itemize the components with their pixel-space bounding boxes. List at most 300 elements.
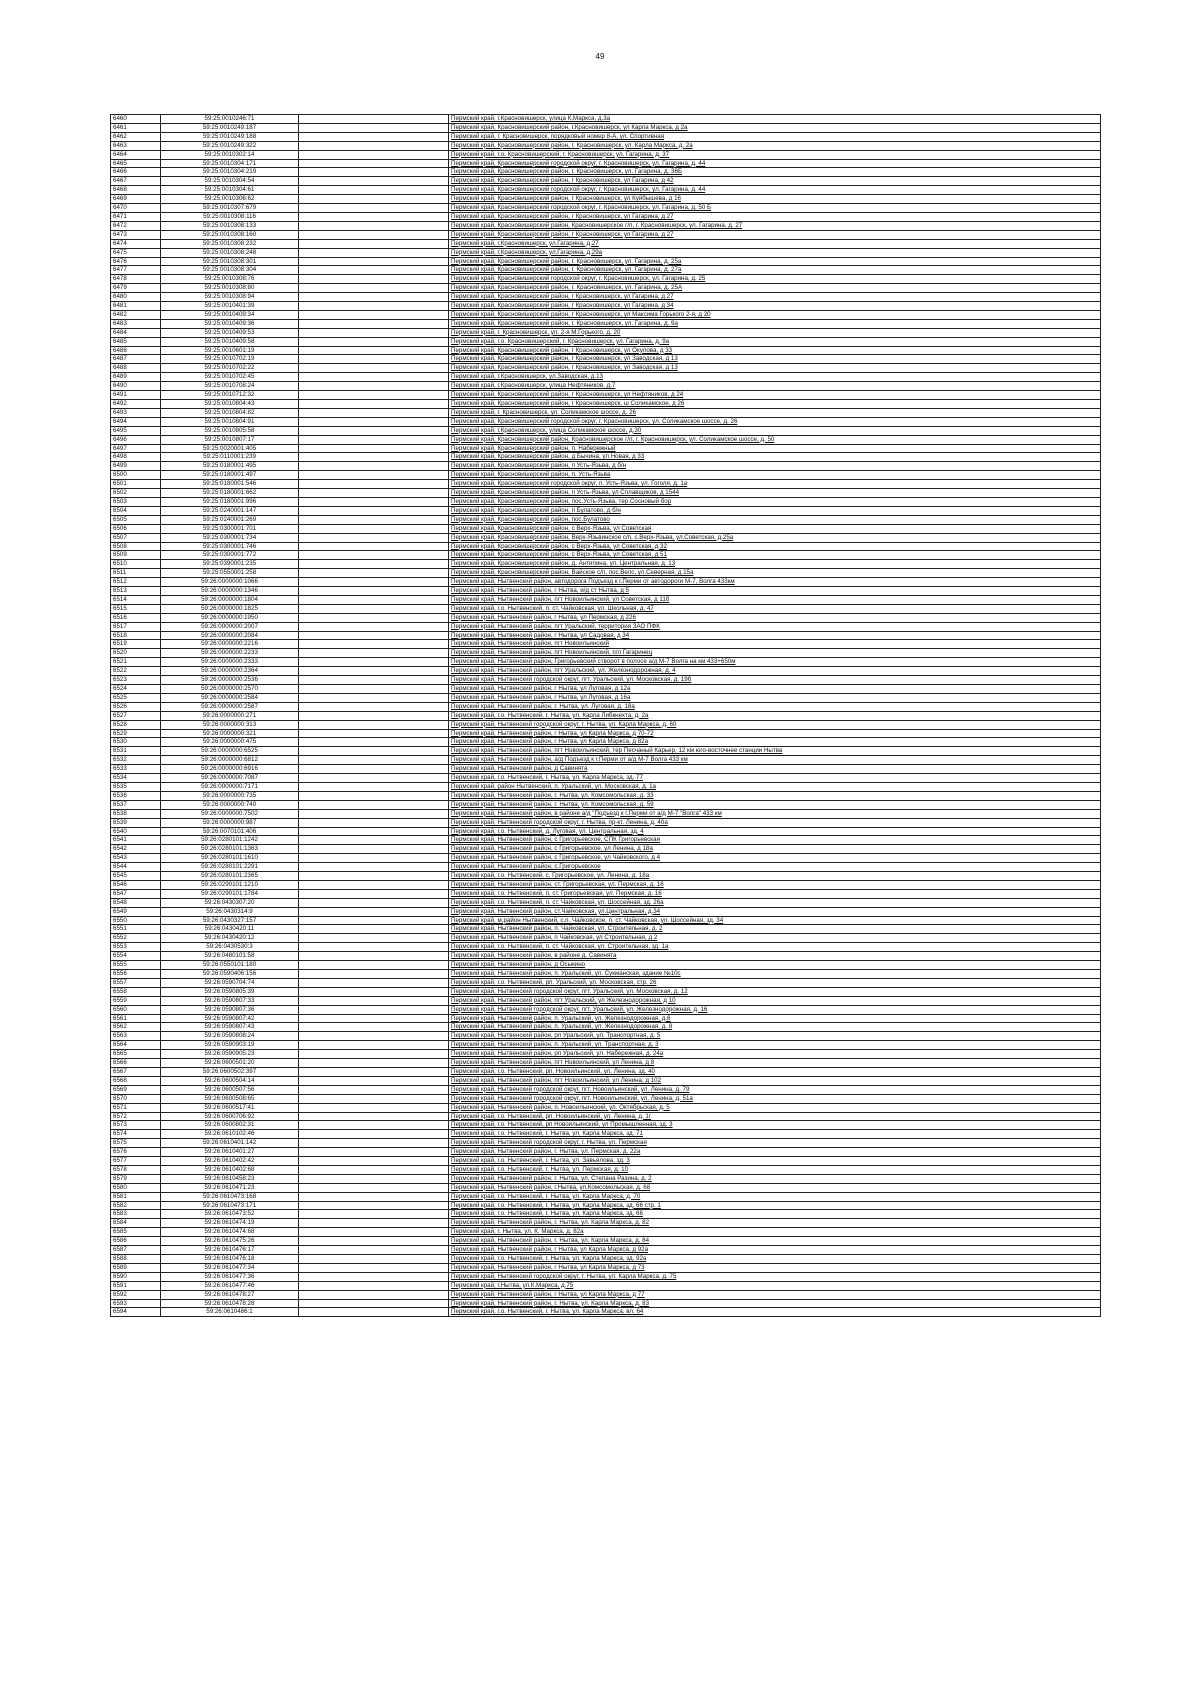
table-row (111, 115, 1101, 124)
empty-cell (299, 1041, 449, 1050)
empty-cell (299, 907, 449, 916)
table-row (111, 578, 1101, 587)
row-number: 6462 (111, 132, 161, 141)
cadastral-number: 59:25:0010807:17 (161, 435, 299, 444)
table-row (111, 1139, 1101, 1148)
table-row (111, 738, 1101, 747)
cadastral-number: 59:26:0000000:1346 (161, 587, 299, 596)
row-number: 6514 (111, 595, 161, 604)
cadastral-number: 59:25:0010804:91 (161, 417, 299, 426)
empty-cell (299, 417, 449, 426)
cadastral-number: 59:25:0180001:662 (161, 489, 299, 498)
empty-cell (299, 284, 449, 293)
cadastral-number: 59:25:0010308:80 (161, 284, 299, 293)
row-number: 6490 (111, 382, 161, 391)
table-row (111, 355, 1101, 364)
address: Пермский край, Красновишерский район, п Булатово, д б/н (449, 506, 1101, 515)
table-row (111, 1263, 1101, 1272)
table-row (111, 141, 1101, 150)
address: Пермский край, г.о. Нытвенский, г. Нытва, ул. Карла Маркса, д. 70 (449, 1192, 1101, 1201)
address: Пермский край, г.о. Красновишерский, г. Красновишерск, ул. Гагарина, д. 9а (449, 337, 1101, 346)
address: Пермский край, Нытвенский городской округ, г. Нытва, пр-кт. Ленина, д. 40а (449, 818, 1101, 827)
cadastral-number: 59:25:0010409:34 (161, 310, 299, 319)
table-row (111, 1023, 1101, 1032)
empty-cell (299, 1014, 449, 1023)
cadastral-number: 59:26:0280101:2291 (161, 863, 299, 872)
table-row (111, 1165, 1101, 1174)
row-number: 6468 (111, 186, 161, 195)
table-row (111, 248, 1101, 257)
row-number: 6551 (111, 925, 161, 934)
cadastral-number: 59:26:0000000:987 (161, 818, 299, 827)
cadastral-number: 59:26:0590704:74 (161, 978, 299, 987)
empty-cell (299, 186, 449, 195)
table-row (111, 186, 1101, 195)
address: Пермский край, Нытвенский район, г.Нытва, ул.Комсомольская, д. 68 (449, 1183, 1101, 1192)
address: Пермский край, Красновишерский район, Красновишерское г/п, г. Красновишерск, ул. Гагарина, д. 27 (449, 221, 1101, 230)
cadastral-number: 59:26:0430327:157 (161, 916, 299, 925)
row-number: 6575 (111, 1139, 161, 1148)
empty-cell (299, 1281, 449, 1290)
table-row (111, 159, 1101, 168)
empty-cell (299, 1255, 449, 1264)
address: Пермский край, Красновишерский район, Вайское с/п, пос.Велс, ул.Северная, д.15а (449, 569, 1101, 578)
empty-cell (299, 1085, 449, 1094)
row-number: 6486 (111, 346, 161, 355)
row-number: 6534 (111, 774, 161, 783)
address: Пермский край, Красновишерский район, пос.Булатово (449, 515, 1101, 524)
address: Пермский край, г.Нытва, ул.К.Маркса, д.75 (449, 1281, 1101, 1290)
table-row (111, 1255, 1101, 1264)
table-row (111, 1228, 1101, 1237)
empty-cell (299, 435, 449, 444)
cadastral-number: 59:26:0280101:1610 (161, 854, 299, 863)
cadastral-number: 59:26:0610471:23 (161, 1183, 299, 1192)
row-number: 6495 (111, 426, 161, 435)
cadastral-number: 59:26:0000000:2570 (161, 685, 299, 694)
cadastral-number: 59:25:0010308:304 (161, 266, 299, 275)
cadastral-number: 59:25:0010805:58 (161, 426, 299, 435)
table-row (111, 720, 1101, 729)
cadastral-number: 59:25:0010308:160 (161, 230, 299, 239)
address: Пермский край, Красновишерский район, г. Красновишерск, ул. Гагарина, д. 36Б (449, 168, 1101, 177)
row-number: 6519 (111, 640, 161, 649)
registry-body (111, 115, 1101, 1317)
empty-cell (299, 685, 449, 694)
row-number: 6489 (111, 373, 161, 382)
table-row (111, 284, 1101, 293)
empty-cell (299, 693, 449, 702)
cadastral-number: 59:25:0010804:43 (161, 400, 299, 409)
cadastral-number: 59:26:0000000:6525 (161, 747, 299, 756)
empty-cell (299, 444, 449, 453)
address: Пермский край, Нытвенский городской округ, пгт. Новоильинский, ул. Ленина, д. 51а (449, 1094, 1101, 1103)
address: Пермский край, г.Красновишерск, ул.Заводская, д.13 (449, 373, 1101, 382)
row-number: 6522 (111, 667, 161, 676)
empty-cell (299, 426, 449, 435)
row-number: 6491 (111, 391, 161, 400)
cadastral-number: 59:25:0300001:734 (161, 533, 299, 542)
empty-cell (299, 408, 449, 417)
table-row (111, 195, 1101, 204)
table-row (111, 1246, 1101, 1255)
empty-cell (299, 195, 449, 204)
row-number: 6533 (111, 765, 161, 774)
address: Пермский край, Нытвенский район, п. Уральский, ул. Транспортная, д. 3 (449, 1041, 1101, 1050)
empty-cell (299, 889, 449, 898)
cadastral-number: 59:25:0010304:54 (161, 177, 299, 186)
table-row (111, 1201, 1101, 1210)
empty-cell (299, 150, 449, 159)
empty-cell (299, 898, 449, 907)
row-number: 6504 (111, 506, 161, 515)
empty-cell (299, 1130, 449, 1139)
cadastral-number: 59:25:0110001:239 (161, 453, 299, 462)
table-row (111, 827, 1101, 836)
empty-cell (299, 827, 449, 836)
table-row (111, 818, 1101, 827)
empty-cell (299, 1005, 449, 1014)
cadastral-number: 59:25:0010601:19 (161, 346, 299, 355)
address: Пермский край, Красновишерский район, Красновишерское г/п, г. Красновишерск, ул. Соликамское шоссе, д. 50 (449, 435, 1101, 444)
cadastral-number: 59:26:0550101:180 (161, 961, 299, 970)
table-row (111, 275, 1101, 284)
address: Пермский край, Нытвенский район, п Чайковская, ул Строительная, д 2 (449, 934, 1101, 943)
address: Пермский край, м.район Нытвенский, с.п. Чайковское, п. ст. Чайковская, ул. Шоссейная, зд. 34 (449, 916, 1101, 925)
table-row (111, 836, 1101, 845)
cadastral-number: 59:25:0010308:232 (161, 239, 299, 248)
address: Пермский край, Нытвенский район, пгт Уральский, ул. Железнодорожная, д. 4 (449, 667, 1101, 676)
table-row (111, 1005, 1101, 1014)
row-number: 6472 (111, 221, 161, 230)
table-row (111, 444, 1101, 453)
row-number: 6559 (111, 996, 161, 1005)
row-number: 6565 (111, 1050, 161, 1059)
empty-cell (299, 961, 449, 970)
address: Пермский край, Нытвенский городской округ, пгт. Уральский, ул. Московская, д. 19б (449, 676, 1101, 685)
row-number: 6461 (111, 123, 161, 132)
empty-cell (299, 453, 449, 462)
empty-cell (299, 1094, 449, 1103)
cadastral-number: 59:26:0590807:42 (161, 1014, 299, 1023)
table-row (111, 462, 1101, 471)
empty-cell (299, 640, 449, 649)
address: Пермский край, г.о. Нытвенский, п. ст. Чайковская, ул. Строительная, зд. 1а (449, 943, 1101, 952)
cadastral-number: 59:25:0010409:36 (161, 319, 299, 328)
table-row (111, 400, 1101, 409)
table-row (111, 729, 1101, 738)
empty-cell (299, 622, 449, 631)
row-number: 6480 (111, 293, 161, 302)
empty-cell (299, 1157, 449, 1166)
table-row (111, 889, 1101, 898)
cadastral-number: 59:25:0010302:14 (161, 150, 299, 159)
address: Пермский край, Нытвенский район, г Нытва, ул Карла Маркса, д 92а (449, 1246, 1101, 1255)
cadastral-number: 59:26:0000000:313 (161, 720, 299, 729)
empty-cell (299, 765, 449, 774)
empty-cell (299, 310, 449, 319)
cadastral-number: 59:25:0180001:497 (161, 471, 299, 480)
cadastral-number: 59:26:0000000:2364 (161, 667, 299, 676)
empty-cell (299, 497, 449, 506)
cadastral-number: 59:26:0610476:18 (161, 1255, 299, 1264)
cadastral-number: 59:25:0240001:269 (161, 515, 299, 524)
cadastral-number: 59:26:0610474:19 (161, 1219, 299, 1228)
row-number: 6517 (111, 622, 161, 631)
cadastral-number: 59:26:0000000:7502 (161, 809, 299, 818)
cadastral-number: 59:25:0010308:116 (161, 212, 299, 221)
address: Пермский край, Красновишерский район, г. Красновишерск, ул. Гагарина, д. 9а (449, 319, 1101, 328)
table-row (111, 489, 1101, 498)
address: Пермский край, Нытвенский район, г Нытва, и/д ст Нытва, д 5 (449, 587, 1101, 596)
cadastral-number: 59:25:0010304:171 (161, 159, 299, 168)
table-row (111, 872, 1101, 881)
empty-cell (299, 230, 449, 239)
row-number: 6475 (111, 248, 161, 257)
page-number: 49 (595, 52, 605, 61)
address: Пермский край, Нытвенский городской округ, г. Нытва, ул. Карла Маркса, д. 75 (449, 1272, 1101, 1281)
row-number: 6558 (111, 987, 161, 996)
cadastral-number: 59:26:0000000:2084 (161, 631, 299, 640)
cadastral-number: 59:25:0010308:301 (161, 257, 299, 266)
table-row (111, 204, 1101, 213)
empty-cell (299, 141, 449, 150)
table-row (111, 373, 1101, 382)
cadastral-number: 59:25:0390001:235 (161, 560, 299, 569)
table-row (111, 471, 1101, 480)
empty-cell (299, 702, 449, 711)
empty-cell (299, 1219, 449, 1228)
address: Пермский край, Нытвенский район, п. Уральский, ул. Железнодорожная, д. 8 (449, 1023, 1101, 1032)
empty-cell (299, 845, 449, 854)
cadastral-number: 59:25:0300001:701 (161, 524, 299, 533)
cadastral-number: 59:25:0010308:76 (161, 275, 299, 284)
cadastral-number: 59:26:0000000:271 (161, 711, 299, 720)
cadastral-number: 59:26:0590807:33 (161, 996, 299, 1005)
table-row (111, 1281, 1101, 1290)
address: Пермский край, Нытвенский район, рп Уральский, ул. Транспортная, д. 5 (449, 1032, 1101, 1041)
address: Пермский край, Красновишерский район, г Красновишерск, ул Максима Горького 2-я, д 20 (449, 310, 1101, 319)
empty-cell (299, 631, 449, 640)
address: Пермский край, Красновишерский район, г Красновишерск, ул Гагарина, д 27 (449, 230, 1101, 239)
cadastral-number: 59:25:0010308:94 (161, 293, 299, 302)
cadastral-number: 59:25:0010246:71 (161, 115, 299, 124)
table-row (111, 319, 1101, 328)
address: Пермский край, Нытвенский район, г. Нытва, ул. Луговая, д. 18а (449, 702, 1101, 711)
address: Пермский край, г.о. Нытвенский, г. Нытва, ул. Карла Маркса, зд. 71 (449, 1130, 1101, 1139)
row-number: 6569 (111, 1085, 161, 1094)
cadastral-number: 59:25:0010304:61 (161, 186, 299, 195)
row-number: 6505 (111, 515, 161, 524)
row-number: 6553 (111, 943, 161, 952)
row-number: 6521 (111, 658, 161, 667)
cadastral-number: 59:26:0000000:2584 (161, 693, 299, 702)
table-row (111, 150, 1101, 159)
address: Пермский край, Красновишерский городской округ, г. Красновишерск, ул. Гагарина, д. 25 (449, 275, 1101, 284)
table-row (111, 266, 1101, 275)
empty-cell (299, 649, 449, 658)
address: Пермский край, Нытвенский район, г Нытва, ул Карла Маркса, д 77 (449, 1290, 1101, 1299)
row-number: 6510 (111, 560, 161, 569)
table-row (111, 551, 1101, 560)
cadastral-number: 59:25:0010708:24 (161, 382, 299, 391)
row-number: 6594 (111, 1308, 161, 1317)
address: Пермский край, Нытвенский район, г. Нытва, ул. Комсомольская, д. 33 (449, 791, 1101, 800)
table-row (111, 978, 1101, 987)
row-number: 6470 (111, 204, 161, 213)
address: Пермский край, г.Красновишерск, улица Соликамское шоссе, д.30 (449, 426, 1101, 435)
address: Пермский край, Нытвенский район, г. Нытва, ул. Карла Маркса, д. 83 (449, 1299, 1101, 1308)
cadastral-number: 59:26:0290101:1784 (161, 889, 299, 898)
empty-cell (299, 1183, 449, 1192)
address: Пермский край, Нытвенский район, д Савинята (449, 765, 1101, 774)
address: Пермский край, г.Красновишерск, ул.Гагарина, д.29а (449, 248, 1101, 257)
cadastral-number: 59:25:0010249:188 (161, 132, 299, 141)
address: Пермский край, Нытвенский район, ст. Григорьевская, ул. Пермская, д. 16 (449, 880, 1101, 889)
table-row (111, 916, 1101, 925)
table-row (111, 595, 1101, 604)
row-number: 6512 (111, 578, 161, 587)
empty-cell (299, 952, 449, 961)
cadastral-number: 59:26:0000000:6812 (161, 756, 299, 765)
cadastral-number: 59:26:0280101:1242 (161, 836, 299, 845)
address: Пермский край, г.о. Нытвенский, п. ст. Григорьевская, ул. Пермская, д. 16 (449, 889, 1101, 898)
cadastral-number: 59:26:0600507:56 (161, 1085, 299, 1094)
address: Пермский край, Красновишерский район, г Красновишерск, ш Соликамское, д 26 (449, 400, 1101, 409)
cadastral-number: 59:26:0000000:2233 (161, 649, 299, 658)
table-row (111, 453, 1101, 462)
address: Пермский край, Нытвенский район, в районе д. Савинята (449, 952, 1101, 961)
cadastral-number: 59:26:0610458:23 (161, 1174, 299, 1183)
row-number: 6526 (111, 702, 161, 711)
table-row (111, 364, 1101, 373)
table-row (111, 658, 1101, 667)
row-number: 6567 (111, 1067, 161, 1076)
cadastral-number: 59:25:0010712:32 (161, 391, 299, 400)
row-number: 6570 (111, 1094, 161, 1103)
row-number: 6471 (111, 212, 161, 221)
row-number: 6585 (111, 1228, 161, 1237)
table-row (111, 1272, 1101, 1281)
row-number: 6592 (111, 1290, 161, 1299)
address: Пермский край, Нытвенский район, г Нытва, ул Карла Маркса, д 82а (449, 738, 1101, 747)
empty-cell (299, 1263, 449, 1272)
empty-cell (299, 863, 449, 872)
row-number: 6493 (111, 408, 161, 417)
row-number: 6503 (111, 497, 161, 506)
empty-cell (299, 978, 449, 987)
empty-cell (299, 204, 449, 213)
row-number: 6494 (111, 417, 161, 426)
address: Пермский край, Красновишерский городской округ, г. Красновишерск, ул. Соликамское шоссе, д. 26 (449, 417, 1101, 426)
table-row (111, 1183, 1101, 1192)
table-row (111, 1067, 1101, 1076)
empty-cell (299, 1192, 449, 1201)
empty-cell (299, 275, 449, 284)
row-number: 6484 (111, 328, 161, 337)
address: Пермский край, Нытвенский городской округ, г. Нытва, ул. Карла Маркса, д. 60 (449, 720, 1101, 729)
row-number: 6538 (111, 809, 161, 818)
address: Пермский край, г.о. Нытвенский, г. Нытва, ул. Пермская, д. 10 (449, 1165, 1101, 1174)
row-number: 6591 (111, 1281, 161, 1290)
address: Пермский край, Нытвенский район, п. Новоильинский, ул. Октябрьская, д. 5 (449, 1103, 1101, 1112)
empty-cell (299, 1148, 449, 1157)
cadastral-number: 59:26:0000000:2007 (161, 622, 299, 631)
row-number: 6513 (111, 587, 161, 596)
table-row (111, 693, 1101, 702)
empty-cell (299, 604, 449, 613)
empty-cell (299, 1272, 449, 1281)
address: Пермский край, Нытвенский район, с Григорьевское, ул Чайковского, д 4 (449, 854, 1101, 863)
address: Пермский край, г.о. Нытвенский, г. Нытва, ул. Карла Маркса, зд. 66 стр. 1 (449, 1201, 1101, 1210)
cadastral-number: 59:26:0610477:34 (161, 1263, 299, 1272)
address: Пермский край, Нытвенский городской округ, пгт. Уральский, ул. Железнодорожная, д. 16 (449, 1005, 1101, 1014)
address: Пермский край, Красновишерский район, Верх-Язьвинское с/п, с.Верх-Язьва, ул.Советская, д.25а (449, 533, 1101, 542)
address: Пермский край, Нытвенский район, г. Нытва, ул. Пермская, д. 22а (449, 1148, 1101, 1157)
table-row (111, 221, 1101, 230)
row-number: 6587 (111, 1246, 161, 1255)
cadastral-number: 59:25:0010401:39 (161, 302, 299, 311)
table-row (111, 987, 1101, 996)
row-number: 6588 (111, 1255, 161, 1264)
address: Пермский край, г.о. Нытвенский, г. Нытва, ул. Карла Маркса, зд. 77 (449, 774, 1101, 783)
cadastral-number: 59:26:0600706:92 (161, 1112, 299, 1121)
empty-cell (299, 756, 449, 765)
row-number: 6499 (111, 462, 161, 471)
row-number: 6548 (111, 898, 161, 907)
address: Пермский край, Красновишерский район, г Красновишерск, ул Гагарина, д 34 (449, 302, 1101, 311)
cadastral-number: 59:26:0070101:406 (161, 827, 299, 836)
row-number: 6523 (111, 676, 161, 685)
address: Пермский край, район Нытвенский, п. Уральский, ул. Московская, д. 1а (449, 782, 1101, 791)
row-number: 6578 (111, 1165, 161, 1174)
empty-cell (299, 328, 449, 337)
cadastral-number: 59:25:0010702:22 (161, 364, 299, 373)
table-row (111, 293, 1101, 302)
row-number: 6589 (111, 1263, 161, 1272)
cadastral-number: 59:25:0240001:147 (161, 506, 299, 515)
empty-cell (299, 1210, 449, 1219)
empty-cell (299, 836, 449, 845)
empty-cell (299, 1174, 449, 1183)
row-number: 6541 (111, 836, 161, 845)
table-row (111, 791, 1101, 800)
address: Пермский край, Красновишерский район, г.Красновишерск, ул Карла Маркса, д 2а (449, 123, 1101, 132)
cadastral-number: 59:26:0000000:7171 (161, 782, 299, 791)
row-number: 6577 (111, 1157, 161, 1166)
row-number: 6525 (111, 693, 161, 702)
cadastral-number: 59:26:0000000:7087 (161, 774, 299, 783)
empty-cell (299, 943, 449, 952)
empty-cell (299, 854, 449, 863)
row-number: 6571 (111, 1103, 161, 1112)
address: Пермский край, Красновишерский район, с Верх-Язьва, ул Советская, д 32 (449, 542, 1101, 551)
cadastral-number: 59:26:0000000:2587 (161, 702, 299, 711)
address: Пермский край, Красновишерский район, г Красновишерск, ул Гагарина, д 27 (449, 293, 1101, 302)
address: Пермский край, Нытвенский городской округ, пгт. Уральский, ул. Московская, д. 12 (449, 987, 1101, 996)
empty-cell (299, 373, 449, 382)
row-number: 6581 (111, 1192, 161, 1201)
cadastral-number: 59:25:0010249:322 (161, 141, 299, 150)
cadastral-number: 59:26:0590805:39 (161, 987, 299, 996)
empty-cell (299, 364, 449, 373)
table-row (111, 961, 1101, 970)
address: Пермский край, Нытвенский район, в районе а/д "Подъезд к г.Перми от а/д М-7 "Волга" 433 км (449, 809, 1101, 818)
address: Пермский край, г.о. Нытвенский, д. Луговая, ул. Центральная, зд. 4 (449, 827, 1101, 836)
address: Пермский край, Нытвенский район, г Нытва, ул Садовая, д 34 (449, 631, 1101, 640)
empty-cell (299, 542, 449, 551)
empty-cell (299, 809, 449, 818)
